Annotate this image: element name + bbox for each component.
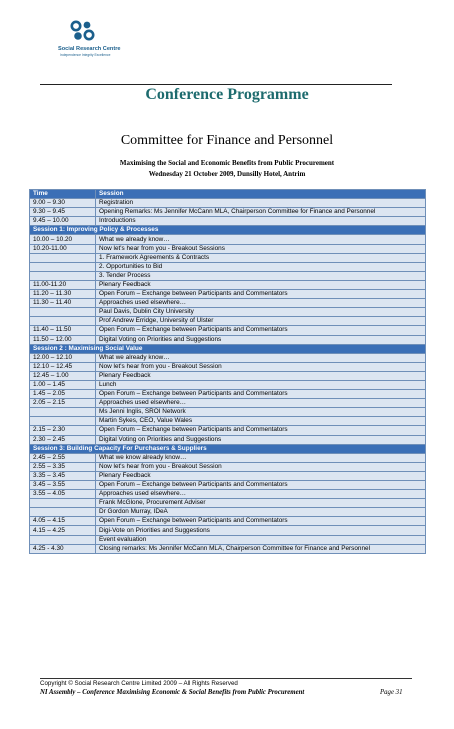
logo bbox=[58, 20, 121, 60]
table-row bbox=[30, 390, 426, 399]
page-number: Page 31 bbox=[380, 689, 403, 696]
time-cell: 9.00 – 9.30 bbox=[30, 199, 96, 208]
time-cell: 10.00 – 10.20 bbox=[30, 235, 96, 244]
time-cell: 12.45 – 1.00 bbox=[30, 371, 96, 380]
time-cell: 11.00-11.20 bbox=[30, 280, 96, 289]
table-row bbox=[30, 544, 426, 553]
time-cell: 2.05 – 2.15 bbox=[30, 399, 96, 408]
session-cell: Open Forum – Exchange between Participants and Commentators bbox=[96, 326, 426, 335]
session-cell: Open Forum – Exchange between Participants and Commentators bbox=[96, 290, 426, 299]
session-cell: 2. Opportunities to Bid bbox=[96, 262, 426, 271]
time-cell: 11.50 – 12.00 bbox=[30, 335, 96, 344]
time-cell bbox=[30, 417, 96, 426]
table-row bbox=[30, 335, 426, 344]
time-cell: 4.05 – 4.15 bbox=[30, 517, 96, 526]
time-cell: 11.20 – 11.30 bbox=[30, 290, 96, 299]
session-section-row bbox=[30, 226, 426, 235]
time-cell: 11.40 – 11.50 bbox=[30, 326, 96, 335]
session-cell: Digital Voting on Priorities and Suggestions bbox=[96, 335, 426, 344]
table-row bbox=[30, 517, 426, 526]
session-cell: Plenary Feedback bbox=[96, 471, 426, 480]
table-row bbox=[30, 462, 426, 471]
time-cell: 3.45 – 3.55 bbox=[30, 481, 96, 490]
table-row bbox=[30, 280, 426, 289]
session-cell: Lunch bbox=[96, 380, 426, 389]
table-row bbox=[30, 535, 426, 544]
table-row bbox=[30, 253, 426, 262]
time-cell bbox=[30, 408, 96, 417]
time-cell bbox=[30, 535, 96, 544]
time-cell: 12.10 – 12.45 bbox=[30, 362, 96, 371]
time-cell: 4.25 - 4.30 bbox=[30, 544, 96, 553]
session-cell: What we already know… bbox=[96, 235, 426, 244]
time-cell bbox=[30, 499, 96, 508]
table-row bbox=[30, 308, 426, 317]
session-cell: Frank McGlone, Procurement Adviser bbox=[96, 499, 426, 508]
time-cell bbox=[30, 262, 96, 271]
copyright-text: Copyright © Social Research Centre Limited 2009 – All Rights Reserved bbox=[40, 680, 238, 687]
table-row bbox=[30, 526, 426, 535]
session-cell: Now let's hear from you - Breakout Session bbox=[96, 462, 426, 471]
time-cell: 11.30 – 11.40 bbox=[30, 299, 96, 308]
table-row bbox=[30, 353, 426, 362]
session-cell: Registration bbox=[96, 199, 426, 208]
session-cell: Opening Remarks: Ms Jennifer McCann MLA, Chairperson Committee for Finance and Personnel bbox=[96, 208, 426, 217]
table-row bbox=[30, 244, 426, 253]
table-row bbox=[30, 326, 426, 335]
session-cell: What we already know… bbox=[96, 353, 426, 362]
session-cell: Digi-Vote on Priorities and Suggestions bbox=[96, 526, 426, 535]
programme-table bbox=[29, 189, 426, 554]
table-row bbox=[30, 399, 426, 408]
time-cell: 1.45 – 2.05 bbox=[30, 390, 96, 399]
logo-tagline: Independence Integrity Excellence bbox=[60, 53, 111, 57]
session-cell: Approaches used elsewhere… bbox=[96, 399, 426, 408]
table-row bbox=[30, 499, 426, 508]
session-cell: Now let's hear from you - Breakout Sessions bbox=[96, 244, 426, 253]
session-cell: Plenary Feedback bbox=[96, 371, 426, 380]
time-cell: 9.45 – 10.00 bbox=[30, 217, 96, 226]
subtitle-line-2: Wednesday 21 October 2009, Dunsilly Hotel, Antrim bbox=[148, 170, 306, 178]
section-title: Session 2 : Maximising Social Value bbox=[30, 344, 426, 353]
time-cell bbox=[30, 271, 96, 280]
table-row bbox=[30, 290, 426, 299]
table-row bbox=[30, 362, 426, 371]
time-header: Time bbox=[30, 190, 96, 199]
session-header: Session bbox=[96, 190, 426, 199]
session-cell: Now let's hear from you - Breakout Session bbox=[96, 362, 426, 371]
logo-name: Social Research Centre bbox=[58, 46, 121, 52]
table-row bbox=[30, 471, 426, 480]
table-row bbox=[30, 217, 426, 226]
session-cell: Open Forum – Exchange between Participants and Commentators bbox=[96, 481, 426, 490]
time-cell: 9.30 – 9.45 bbox=[30, 208, 96, 217]
time-cell bbox=[30, 308, 96, 317]
committee-heading: Committee for Finance and Personnel bbox=[120, 133, 334, 148]
session-cell: Event evaluation bbox=[96, 535, 426, 544]
table-row bbox=[30, 208, 426, 217]
session-cell: Prof Andrew Erridge, University of Ulster bbox=[96, 317, 426, 326]
table-row bbox=[30, 317, 426, 326]
table-row bbox=[30, 262, 426, 271]
time-cell: 1.00 – 1.45 bbox=[30, 380, 96, 389]
session-cell: Martin Sykes, CEO, Value Wales bbox=[96, 417, 426, 426]
table-row bbox=[30, 490, 426, 499]
table-row bbox=[30, 481, 426, 490]
section-title: Session 3: Building Capacity For Purchasers & Suppliers bbox=[30, 444, 426, 453]
session-cell: Paul Davis, Dublin City University bbox=[96, 308, 426, 317]
page-title: Conference Programme bbox=[145, 86, 309, 103]
time-cell: 4.15 – 4.25 bbox=[30, 526, 96, 535]
session-section-row bbox=[30, 344, 426, 353]
time-cell bbox=[30, 317, 96, 326]
time-cell: 2.45 – 2.55 bbox=[30, 453, 96, 462]
session-cell: Open Forum – Exchange between Participants and Commentators bbox=[96, 390, 426, 399]
session-cell: Digital Voting on Priorities and Suggestions bbox=[96, 435, 426, 444]
session-cell: Approaches used elsewhere… bbox=[96, 490, 426, 499]
table-row bbox=[30, 271, 426, 280]
footer-divider bbox=[40, 678, 412, 679]
footer-text: NI Assembly – Conference Maximising Economic & Social Benefits from Public Procurement bbox=[40, 689, 305, 696]
session-cell: Closing remarks: Ms Jennifer McCann MLA, Chairperson Committee for Finance and Personnel bbox=[96, 544, 426, 553]
subtitle-line-1: Maximising the Social and Economic Benefits from Public Procurement bbox=[119, 159, 335, 167]
time-cell bbox=[30, 508, 96, 517]
event-subtitle bbox=[0, 158, 454, 180]
table-row bbox=[30, 371, 426, 380]
session-cell: 3. Tender Process bbox=[96, 271, 426, 280]
table-row bbox=[30, 426, 426, 435]
session-section-row bbox=[30, 444, 426, 453]
logo-mark-icon bbox=[67, 20, 103, 44]
session-cell: Dr Gordon Murray, IDeA bbox=[96, 508, 426, 517]
section-title: Session 1: Improving Policy & Processes bbox=[30, 226, 426, 235]
time-cell: 2.15 – 2.30 bbox=[30, 426, 96, 435]
session-cell: What we know already know… bbox=[96, 453, 426, 462]
table-row bbox=[30, 199, 426, 208]
table-row bbox=[30, 235, 426, 244]
session-cell: Introductions bbox=[96, 217, 426, 226]
top-divider bbox=[40, 84, 392, 85]
table-row bbox=[30, 453, 426, 462]
table-header-row bbox=[30, 190, 426, 199]
time-cell: 3.55 – 4.05 bbox=[30, 490, 96, 499]
session-cell: Plenary Feedback bbox=[96, 280, 426, 289]
session-cell: Open Forum – Exchange between Participants and Commentators bbox=[96, 426, 426, 435]
table-row bbox=[30, 299, 426, 308]
time-cell: 3.35 – 3.45 bbox=[30, 471, 96, 480]
time-cell bbox=[30, 253, 96, 262]
programme-table-body bbox=[30, 199, 426, 554]
time-cell: 10.20-11.00 bbox=[30, 244, 96, 253]
session-cell: 1. Framework Agreements & Contracts bbox=[96, 253, 426, 262]
session-cell: Approaches used elsewhere… bbox=[96, 299, 426, 308]
time-cell: 12.00 – 12.10 bbox=[30, 353, 96, 362]
table-row bbox=[30, 508, 426, 517]
table-row bbox=[30, 417, 426, 426]
session-cell: Open Forum – Exchange between Participants and Commentators bbox=[96, 517, 426, 526]
table-row bbox=[30, 380, 426, 389]
time-cell: 2.55 – 3.35 bbox=[30, 462, 96, 471]
session-cell: Ms Jenni Inglis, SROI Network bbox=[96, 408, 426, 417]
table-row bbox=[30, 408, 426, 417]
time-cell: 2.30 – 2.45 bbox=[30, 435, 96, 444]
table-row bbox=[30, 435, 426, 444]
